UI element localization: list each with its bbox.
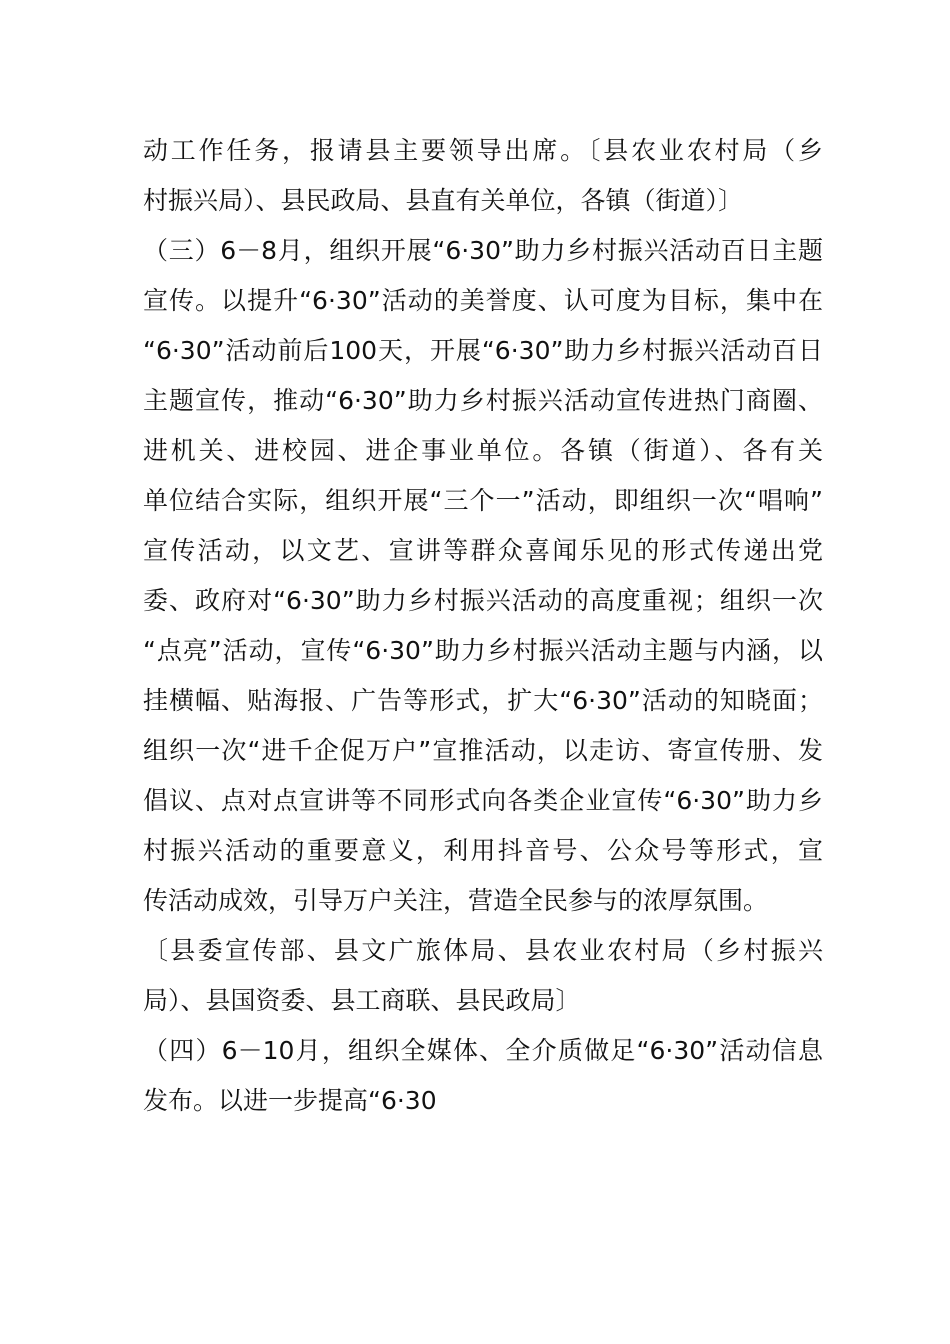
text-line: 宣传。以提升“6·30”活动的美誉度、认可度为目标，集中在 [143,286,823,315]
text-line: （三）6－8月，组织开展“6·30”助力乡村振兴活动百日主题 [143,236,823,265]
text-line: 传活动成效，引导万户关注，营造全民参与的浓厚氛围。 [143,886,769,915]
text-line: （四）6－10月，组织全媒体、全介质做足“6·30”活动信息 [143,1036,823,1065]
text-line: 组织一次“进千企促万户”宣推活动，以走访、寄宣传册、发 [143,736,823,765]
text-line: 动工作任务，报请县主要领导出席。〔县农业农村局（乡 [143,136,823,165]
text-line: 挂横幅、贴海报、广告等形式，扩大“6·30”活动的知晓面； [143,686,823,715]
text-line: 单位结合实际，组织开展“三个一”活动，即组织一次“唱响” [143,486,823,515]
text-line: “6·30”活动前后100天，开展“6·30”助力乡村振兴活动百日 [143,336,823,365]
body-text [143,126,823,1126]
text-line: 村振兴活动的重要意义，利用抖音号、公众号等形式，宣 [143,836,823,865]
text-line: 倡议、点对点宣讲等不同形式向各类企业宣传“6·30”助力乡 [143,786,823,815]
text-line: 主题宣传，推动“6·30”助力乡村振兴活动宣传进热门商圈、 [143,386,823,415]
text-line: “点亮”活动，宣传“6·30”助力乡村振兴活动主题与内涵，以 [143,636,823,665]
text-line: 进机关、进校园、进企事业单位。各镇（街道）、各有关 [143,436,823,465]
text-line: 委、政府对“6·30”助力乡村振兴活动的高度重视；组织一次 [143,586,823,615]
text-line: 发布。以进一步提高“6·30 [143,1086,437,1115]
text-line: 宣传活动，以文艺、宣讲等群众喜闻乐见的形式传递出党 [143,536,823,565]
text-line: 〔县委宣传部、县文广旅体局、县农业农村局（乡村振兴 [143,936,823,965]
text-line: 村振兴局）、县民政局、县直有关单位，各镇（街道）〕 [143,186,744,215]
text-line: 局）、县国资委、县工商联、县民政局〕 [143,986,581,1015]
